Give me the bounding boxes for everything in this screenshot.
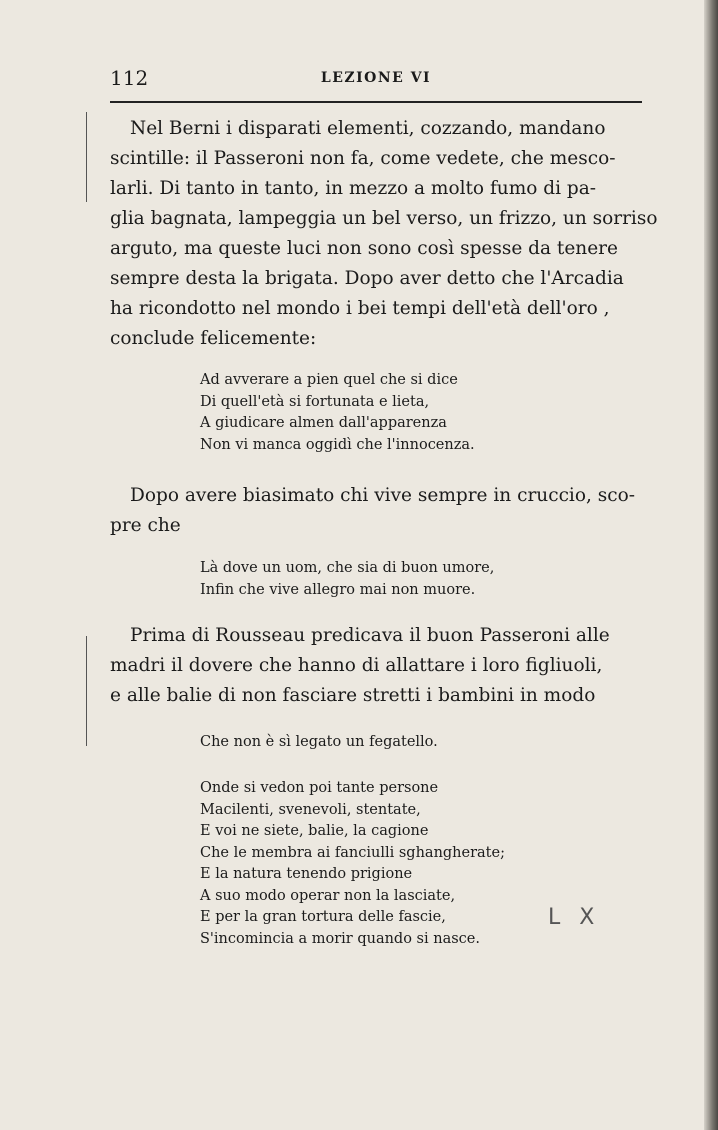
verse-line: E voi ne siete, balie, la cagione <box>200 823 429 839</box>
verse-line: S'incomincia a morir quando si nasce. <box>200 930 480 947</box>
text-line: sempre desta la brigata. Dopo aver detto che l'Arcadia <box>110 268 624 289</box>
verse-line: Di quell'età si fortunata e lieta, <box>200 393 430 410</box>
pencil-annotation: L X <box>548 905 601 930</box>
verse-quote-4 <box>200 778 505 950</box>
verse-line: Macilenti, svenevoli, stentate, <box>200 801 421 818</box>
verse-line: E la natura tenendo prigione <box>200 866 413 882</box>
page-header <box>110 66 642 94</box>
text-line: Nel Berni i disparati elementi, cozzando, mandano <box>130 118 606 139</box>
paragraph-3 <box>110 621 642 711</box>
verse-line: Infin che vive allegro mai non muore. <box>200 581 476 598</box>
verse-line: Non vi manca oggidì che l'innocenza. <box>200 436 475 453</box>
text-line: Dopo avere biasimato chi vive sempre in cruccio, sco- <box>130 485 635 506</box>
verse-line: E per la gran tortura delle fascie, <box>200 909 446 925</box>
header-rule <box>110 101 642 103</box>
text-line: madri il dovere che hanno di allattare i loro figliuoli, <box>110 655 603 676</box>
verse-line: Ad avverare a pien quel che si dice <box>200 372 458 388</box>
verse-line: Onde si vedon poi tante persone <box>200 780 439 796</box>
verse-quote-1 <box>200 370 475 456</box>
margin-line-mark <box>86 112 87 202</box>
verse-quote-3 <box>200 732 438 754</box>
margin-line-mark <box>86 636 87 746</box>
verse-line: A giudicare almen dall'apparenza <box>200 415 447 431</box>
text-line: ha ricondotto nel mondo i bei tempi dell'età dell'oro , <box>110 298 610 319</box>
text-line: scintille: il Passeroni non fa, come vedete, che mesco- <box>110 148 616 169</box>
verse-line: Che le membra ai fanciulli sghangherate; <box>200 844 505 861</box>
text-line: Prima di Rousseau predicava il buon Passeroni alle <box>130 625 610 646</box>
verse-quote-2 <box>200 558 494 601</box>
page-number: 112 <box>110 66 149 90</box>
running-head: LEZIONE VI <box>320 70 432 86</box>
paragraph-1 <box>110 114 658 354</box>
text-line: conclude felicemente: <box>110 328 317 349</box>
text-line: glia bagnata, lampeggia un bel verso, un frizzo, un sorriso <box>110 208 658 229</box>
paragraph-2 <box>110 481 642 541</box>
text-line: arguto, ma queste luci non sono così spesse da tenere <box>110 238 618 259</box>
text-line: pre che <box>110 515 181 536</box>
text-line: larli. Di tanto in tanto, in mezzo a molto fumo di pa- <box>110 178 597 199</box>
verse-line: A suo modo operar non la lasciate, <box>200 887 456 904</box>
text-line: e alle balie di non fasciare stretti i bambini in modo <box>110 685 596 706</box>
verse-line: Là dove un uom, che sia di buon umore, <box>200 560 495 576</box>
page-edge-shadow <box>704 0 718 1130</box>
verse-line: Che non è sì legato un fegatello. <box>200 734 438 750</box>
